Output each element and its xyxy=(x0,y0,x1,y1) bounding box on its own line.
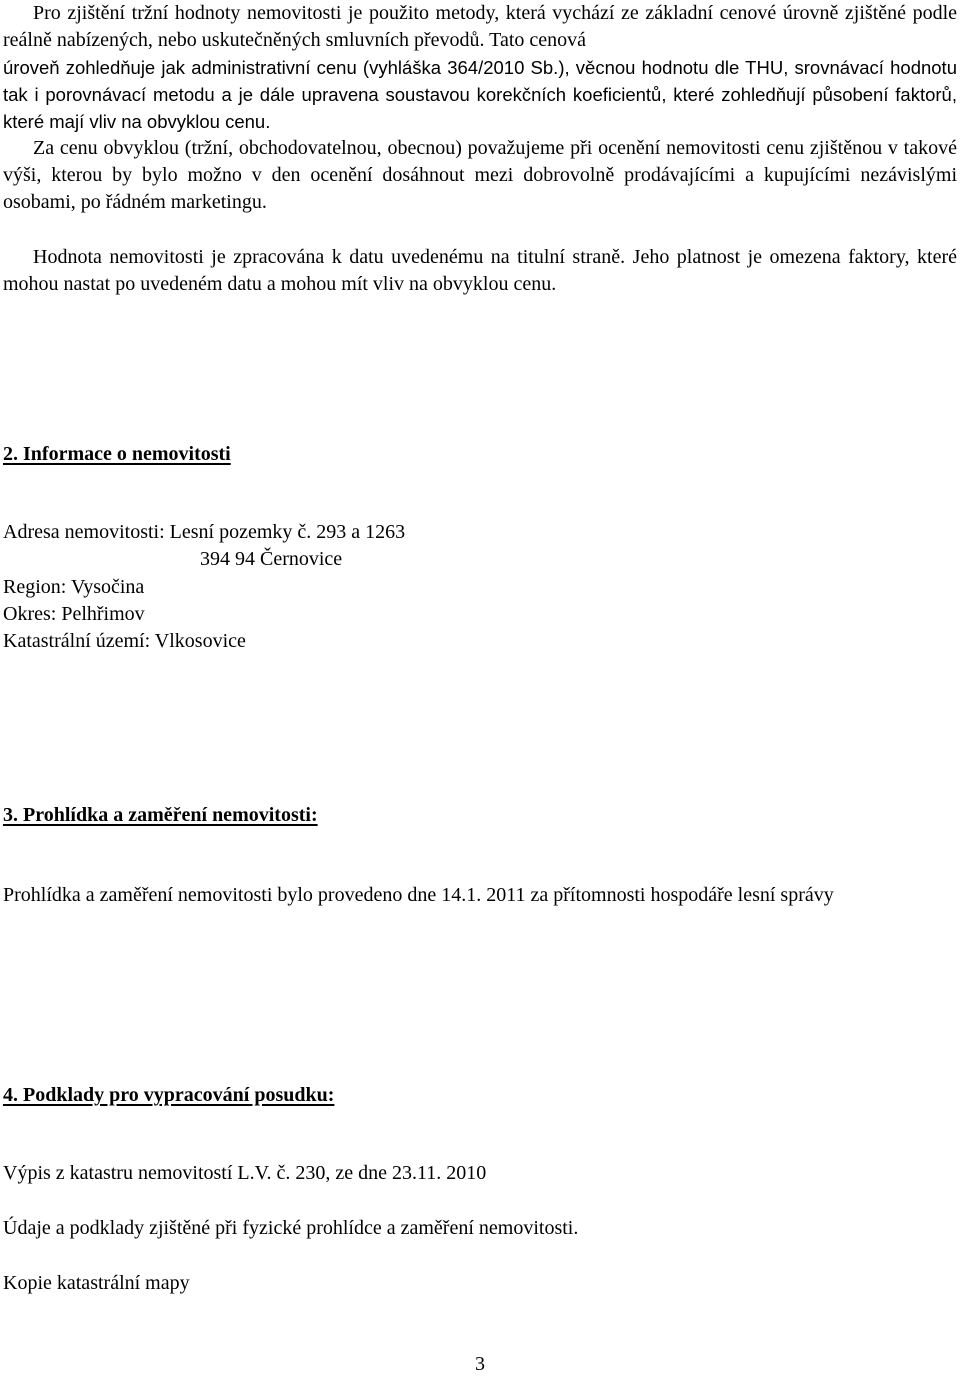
intro-paragraph-continuation: úroveň zohledňuje jak administrativní cenu (vyhláška 364/2010 Sb.), věcnou hodnotu dle THU, srovnávací hodnotu tak i porovnávací metodu a je dále upravena soustavou korekčních koeficientů, které zohledňují působení faktorů, které mají vliv na obvyklou cenu. xyxy=(3,57,957,132)
section2-heading: 2. Informace o nemovitosti xyxy=(3,443,231,465)
market-value-paragraph: Za cenu obvyklou (tržní, obchodovatelnou, obecnou) považujeme při ocenění nemovitosti cenu zjištěnou v takové výši, kterou by bylo možno v den ocenění dosáhnout mezi dobrovolně prodávajícími a kupujícími nezávislými osobami, po řádném marketingu. xyxy=(3,137,957,213)
address-label: Adresa nemovitosti: xyxy=(3,521,165,543)
source-item-inspection-data: Údaje a podklady zjištěné při fyzické prohlídce a zaměření nemovitosti. xyxy=(3,1217,579,1239)
cadastral-area-line: Katastrální území: Vlkosovice xyxy=(3,630,246,652)
validity-paragraph: Hodnota nemovitosti je zpracována k datu uvedenému na titulní straně. Jeho platnost je omezena faktory, které mohou nastat po uvedeném datu a mohou mít vliv na obvyklou cenu. xyxy=(3,246,957,295)
section4-heading: 4. Podklady pro vypracování posudku: xyxy=(3,1084,335,1106)
address-line2: 394 94 Černovice xyxy=(200,548,343,570)
region-line: Region: Vysočina xyxy=(3,576,145,598)
source-item-cadastral-map: Kopie katastrální mapy xyxy=(3,1272,190,1294)
address-row xyxy=(3,521,405,544)
source-item-cadastre-extract: Výpis z katastru nemovitostí L.V. č. 230, ze dne 23.11. 2010 xyxy=(3,1162,487,1184)
intro-paragraph-line1: Pro zjištění tržní hodnoty nemovitosti je použito metody, která vychází ze základní cenové úrovně zjištěné podle reálně nabízených, nebo uskutečněných smluvních převodů. Tato cenová xyxy=(3,2,957,51)
district-line: Okres: Pelhřimov xyxy=(3,603,145,625)
address-line1: Lesní pozemky č. 293 a 1263 xyxy=(169,521,406,543)
page-number: 3 xyxy=(475,1353,485,1375)
section3-heading: 3. Prohlídka a zaměření nemovitosti: xyxy=(3,804,318,826)
inspection-paragraph: Prohlídka a zaměření nemovitosti bylo provedeno dne 14.1. 2011 za přítomnosti hospodáře lesní správy xyxy=(3,884,834,906)
